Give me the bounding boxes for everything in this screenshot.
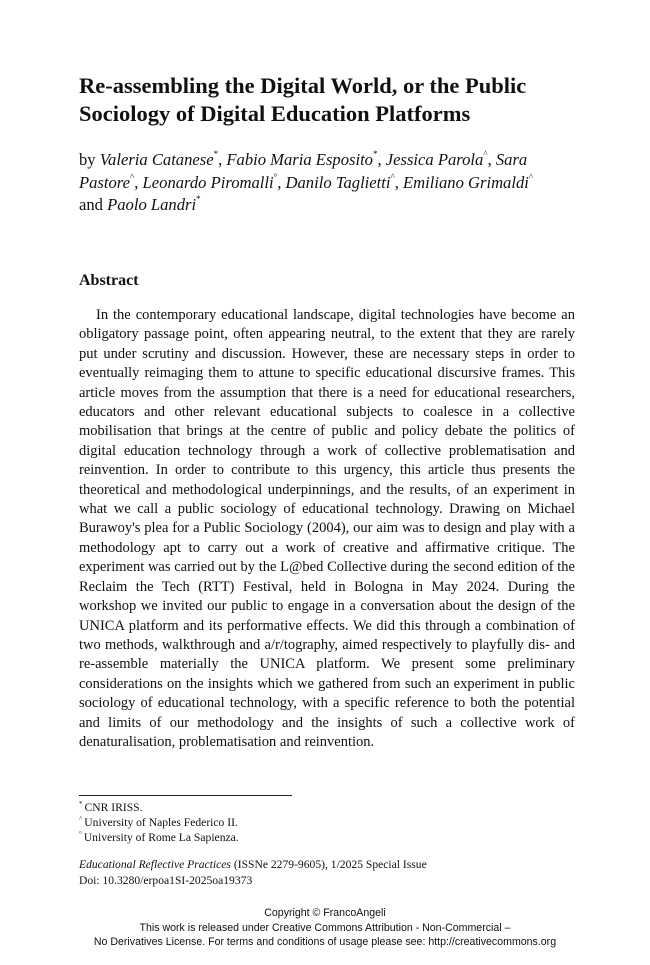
copyright-notice (0, 906, 650, 950)
author-list: by Valeria Catanese*, Fabio Maria Esposito*, Jessica Parola^, Sara Pastore^, Leonardo Piromalli°, Danilo Taglietti^, Emiliano Grimaldi^ and Paolo Landri* (79, 149, 534, 214)
authors-prefix: by (79, 150, 100, 169)
footnote-divider (79, 795, 292, 796)
journal-name: Educational Reflective Practices (79, 858, 231, 871)
footnote-text: University of Naples Federico II. (84, 816, 238, 829)
footnote-text: University of Rome La Sapienza. (83, 831, 239, 844)
authors-and: and (79, 195, 108, 214)
license-terms-line: No Derivatives License. For terms and conditions of usage please see: http://creativecommons.org (93, 936, 557, 948)
author-name: Sara Pastore (79, 150, 528, 192)
affiliation-mark: * (213, 149, 219, 160)
footnote-mark: ° (79, 830, 82, 839)
author-name: Danilo Taglietti (285, 172, 391, 192)
affiliation-mark: ^ (390, 171, 395, 182)
affiliation-mark: * (196, 194, 201, 205)
journal-details: (ISSNe 2279-9605), 1/2025 Special Issue (230, 858, 427, 871)
author-name: Paolo Landri (107, 195, 197, 214)
license-line: This work is released under Creative Commons Attribution - Non-Commercial – (139, 921, 511, 934)
footnote-mark: ^ (79, 815, 83, 824)
footnote-item (79, 830, 559, 845)
footnote-list (79, 800, 559, 845)
author-name: Leonardo Piromalli (142, 172, 274, 192)
paper-title: Re-assembling the Digital World, or the Public Sociology of Digital Education Platforms (79, 73, 527, 126)
affiliation-mark: ° (273, 171, 278, 182)
affiliation-mark: ^ (130, 171, 135, 182)
footnote-mark: * (79, 800, 83, 809)
journal-doi: Doi: 10.3280/erpoa1SI-2025oa19373 (79, 873, 253, 887)
affiliation-mark: * (372, 149, 378, 160)
footnote-item (79, 815, 559, 830)
copyright-line: Copyright © FrancoAngeli (264, 907, 386, 919)
author-name: Valeria Catanese (99, 150, 214, 169)
affiliation-mark: ^ (483, 149, 488, 160)
author-name: Jessica Parola (385, 150, 484, 169)
author-name: Emiliano Grimaldi (403, 172, 529, 192)
author-name: Fabio Maria Esposito (226, 150, 373, 169)
affiliation-mark: ^ (528, 171, 534, 182)
footnote-item (79, 800, 559, 815)
journal-info (79, 857, 579, 888)
footnote-text: CNR IRISS. (84, 801, 143, 814)
abstract-text: In the contemporary educational landscape, digital technologies have become an obligatory passage point, often appearing neutral, to the extent that they are rarely put under scrutiny and discussion. However, these are necessary steps in order to eventually reimaging them to attune to specific educational discursive frames. This article moves from the assumption that there is a need for educational researchers, educators and other relevant educational subjects to coalesce in a collective mobilisation that brings at the centre of public and policy debate the politics of digital education technology through a work of collective problematisation and reinvention. In order to contribute to this urgency, this article thus presents the theoretical and methodological underpinnings, and the results, of an experiment in what we call a public sociology of educational technology. Drawing on Michael Burawoy's plea for a Public Sociology (2004), our aim was to design and play with a methodology apt to carry out a work of creative and affirmative critique. The experiment was carried out by the L@bed Collective during the second edition of the Reclaim the Tech (RTT) Festival, held in Bologna in May 2024. During the workshop we invited our public to engage in a conversation about the design of the UNICA platform and its performative effects. We did this through a combination of two methods, walkthrough and a/r/tography, aimed respectively to playfully dis- and re-assemble materially the UNICA platform. We present some preliminary considerations on the insights which we gathered from such an experiment in public sociology of educational technology, with a specific reference to both the potential and limits of our methodology and the insights of such a collective work of denaturalisation, problematisation and reinvention. (79, 307, 575, 750)
abstract-heading: Abstract (79, 272, 139, 289)
